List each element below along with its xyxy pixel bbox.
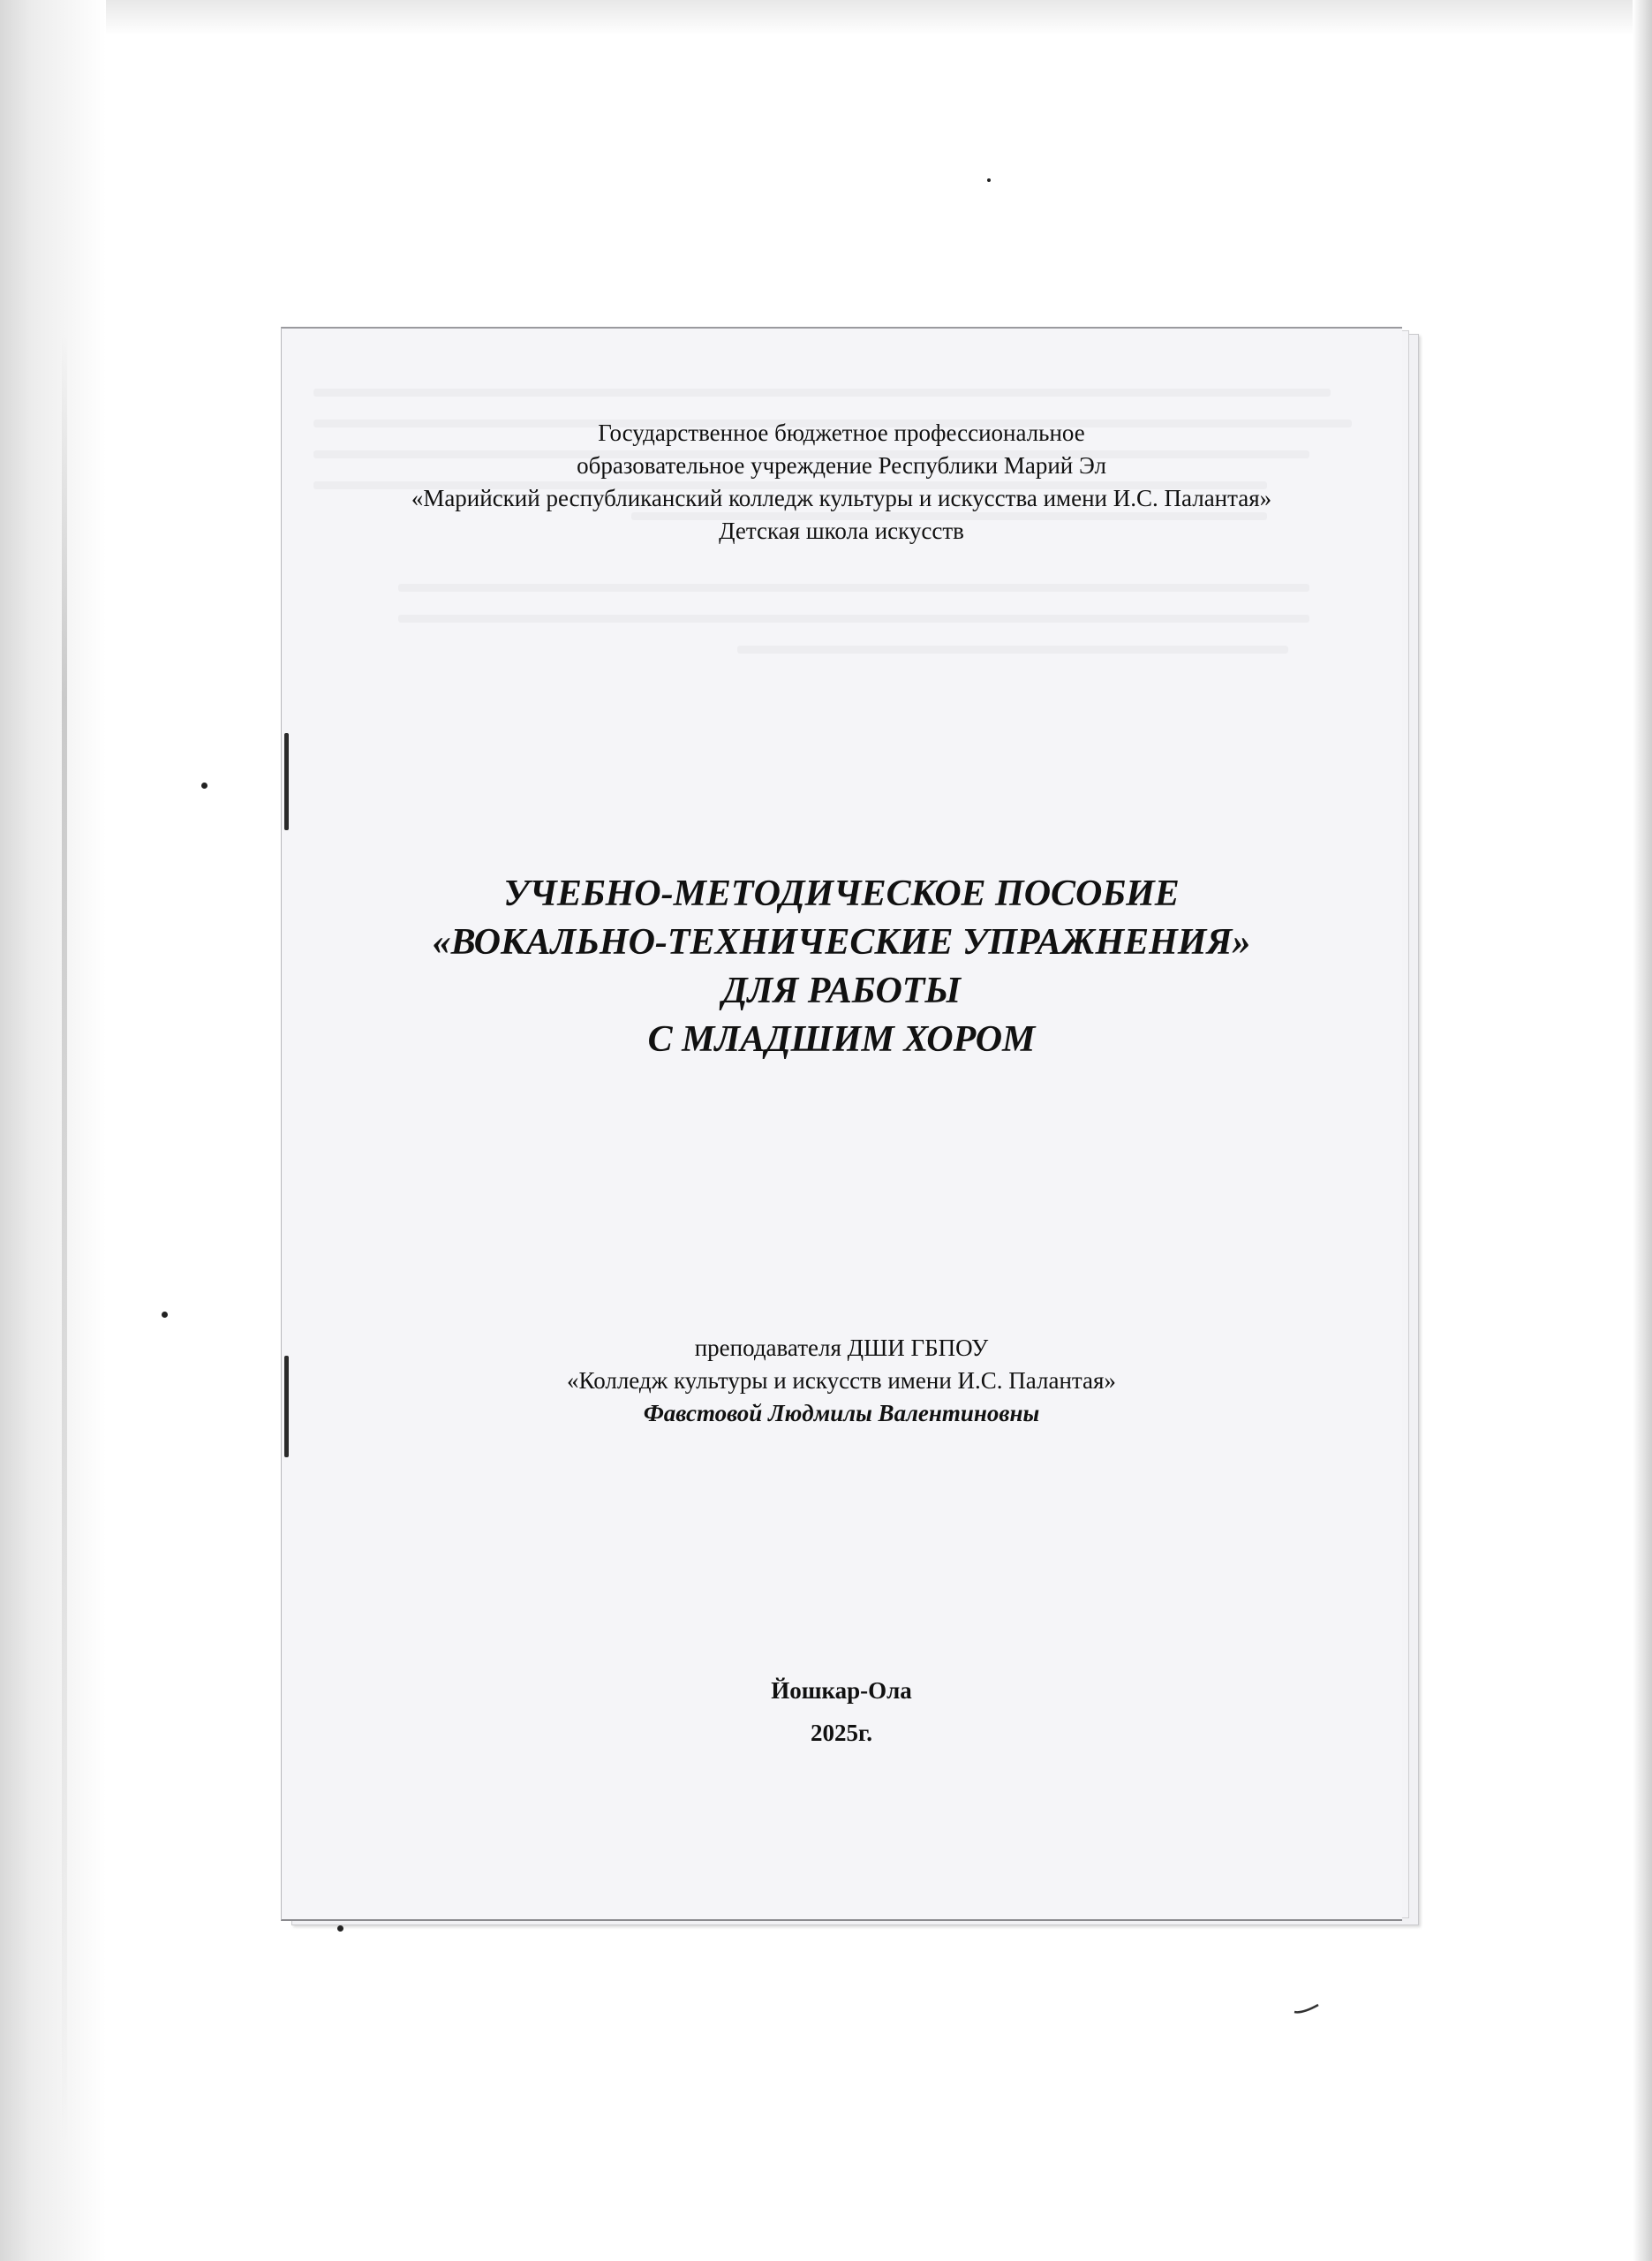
author-block [281, 1332, 1402, 1430]
institution-line: образовательное учреждение Республики Марий Эл [577, 452, 1106, 479]
title-line: «ВОКАЛЬНО-ТЕХНИЧЕСКИЕ УПРАЖНЕНИЯ» [432, 922, 1251, 963]
scan-left-shadow [0, 0, 106, 2261]
dust-speck [337, 1925, 343, 1932]
dust-speck [201, 783, 207, 789]
dust-speck [162, 1312, 168, 1318]
institution-line: «Марийский республиканский колледж культуры и искусства имени И.С. Палантая» [411, 485, 1272, 511]
institution-line: Детская школа искусств [719, 518, 964, 544]
title-line: С МЛАДШИМ ХОРОМ [647, 1019, 1036, 1060]
institution-header [281, 417, 1402, 548]
staple-top [284, 733, 289, 830]
city: Йошкар-Ола [771, 1677, 912, 1704]
scan-top-shadow [0, 0, 1652, 35]
title-line: ДЛЯ РАБОТЫ [721, 971, 962, 1011]
author-name: Фавстовой Людмилы Валентиновны [643, 1400, 1040, 1426]
dust-speck [987, 178, 991, 182]
scan-streak [62, 336, 67, 2146]
document-title [281, 870, 1402, 1064]
pencil-tick-mark [1294, 2003, 1320, 2015]
title-line: УЧЕБНО-МЕТОДИЧЕСКОЕ ПОСОБИЕ [503, 873, 1180, 914]
year: 2025г. [811, 1720, 872, 1746]
author-position: преподавателя ДШИ ГБПОУ [694, 1335, 989, 1361]
author-organization: «Колледж культуры и искусств имени И.С. Палантая» [567, 1367, 1116, 1394]
institution-line: Государственное бюджетное профессиональное [598, 420, 1085, 446]
scan-right-shadow [1633, 0, 1652, 2261]
